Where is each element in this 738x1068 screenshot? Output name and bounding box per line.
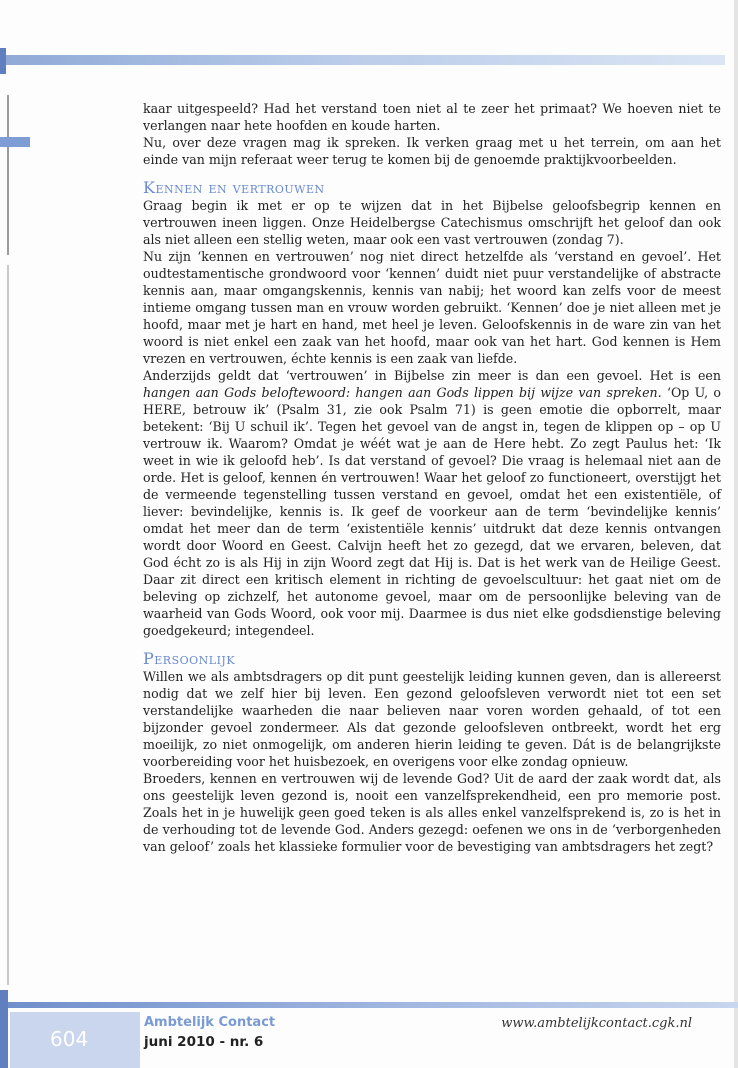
margin-rule (7, 95, 9, 255)
issue-label: juni 2010 - nr. 6 (144, 1034, 264, 1050)
text-run: Anderzijds geldt dat ‘vertrouwen’ in Bijbelse zin meer is dan een gevoel. Het is een (143, 368, 721, 383)
margin-rule-lower (7, 265, 9, 985)
body-paragraph: Broeders, kennen en vertrouwen wij de levende God? Uit de aard der zaak wordt dat, als ons geestelijk leven gezond is, nooit een vanzelfsprekendheid, een pro memorie post. Zoals het in je huwelijk geen goed teken is als alles enkel vanzelfsprekend is, zo is het in de verhouding tot de levende God. Anders gezegd: oefenen we ons in de ‘verborgenheden van geloof’ zoals het klassieke formulier voor de bevestiging van ambtsdragers het zegt? (143, 771, 721, 854)
page-edge (734, 0, 738, 1068)
body-paragraph: Nu zijn ‘kennen en vertrouwen’ nog niet direct hetzelfde als ‘verstand en gevoel’. Het oudtestamentische grondwoord voor ‘kennen’ duidt niet puur verstandelijke of abstracte kennis aan, maar omgangskennis, kennis van nabij; het woord kan zelfs voor de meest intieme omgang tussen man en vrouw worden gebruikt. ‘Kennen’ doe je niet alleen met je hoofd, maar met je hart en hand, met heel je leven. Geloofskennis in de ware zin van het woord is niet enkel een zaak van het hoofd, maar ook van het hart. God kennen is Hem vrezen en vertrouwen, échte kennis is een zaak van liefde. (143, 249, 721, 366)
body-paragraph: Willen we als ambtsdragers op dit punt geestelijk leiding kunnen geven, dan is allereerst nodig dat we zelf hier bij leven. Een gezond geloofsleven verwordt niet tot een set verstandelijke waarheden die naar believen naar voren worden gehaald, of tot een bijzonder gevoel zondermeer. Als dat gezonde geloofsleven ontbreekt, wordt het erg moeilijk, zo niet onmogelijk, om anderen hierin leiding te geven. Dát is de belangrijkste voorbereiding voor het huisbezoek, en overigens voor elke zondag opnieuw. (143, 669, 721, 769)
article-body (143, 100, 721, 855)
footer-color-band (0, 1002, 738, 1008)
section-heading-persoonlijk: Persoonlijk (143, 649, 236, 668)
header-color-band (0, 55, 725, 65)
text-run: ‘Op U, o HERE, betrouw ik’ (Psalm 31, zie ook Psalm 71) is geen emotie die opborrelt, maar betekent: ‘Bij U schuil ik’. Tegen het gevoel van de angst in, tegen de klippen op – op U vertrouw ik. Waarom? Omdat je wéét wat je aan de Here hebt. Zo zegt Paulus het: ‘Ik weet in wie ik geloofd heb’. Is dat verstand of gevoel? Die vraag is helemaal niet aan de orde. Het is geloof, kennen én vertrouwen! Waar het geloof zo functioneert, overstijgt het de vermeende tegenstelling tussen verstand en gevoel, omdat het een existentiële, of liever: bevindelijke, kennis is. Ik geef de voorkeur aan de term ‘bevindelijke kennis’ omdat het meer dan de term ‘existentiële kennis’ uitdrukt dat deze kennis ontvangen wordt door Woord en Geest. Calvijn heeft het zo gezegd, dat we ervaren, beleven, dat God écht zo is als Hij in zijn Woord zegt dat Hij is. Dat is het werk van de Heilige Geest. Daar zit direct een kritisch element in richting de gevoelscultuur: het gaat niet om de beleving op zichzelf, het autonome gevoel, maar om de persoonlijke beleving van de waarheid van Gods Woord, ook voor mij. Daarmee is dus niet elke godsdienstige beleving goedgekeurd; integendeel. (143, 385, 721, 638)
website-url: www.ambtelijkcontact.cgk.nl (501, 1016, 692, 1031)
intro-paragraph: kaar uitgespeeld? Had het verstand toen niet al te zeer het primaat? We hoeven niet te verlangen naar hete hoofden en koude harten. (143, 101, 721, 133)
body-paragraph: Graag begin ik met er op te wijzen dat in het Bijbelse geloofsbegrip kennen en vertrouwen ineen liggen. Onze Heidelbergse Catechismus omschrijft het geloof dan ook als niet alleen een stellig weten, maar ook een vast vertrouwen (zondag 7). (143, 198, 721, 247)
italic-emphasis: hangen aan Gods beloftewoord: hangen aan Gods lippen bij wijze van spreken. (143, 385, 662, 400)
section-heading-kennen-en-vertrouwen: Kennen en vertrouwen (143, 178, 325, 197)
body-paragraph (143, 367, 721, 639)
header-band-accent (0, 48, 6, 74)
page-number: 604 (50, 1027, 89, 1051)
margin-tab (0, 137, 30, 147)
intro-paragraph: Nu, over deze vragen mag ik spreken. Ik verken graag met u het terrein, om aan het einde van mijn referaat weer terug te komen bij de genoemde praktijkvoorbeelden. (143, 135, 721, 167)
magazine-name: Ambtelijk Contact (144, 1015, 276, 1030)
footer-band-accent (0, 990, 8, 1068)
